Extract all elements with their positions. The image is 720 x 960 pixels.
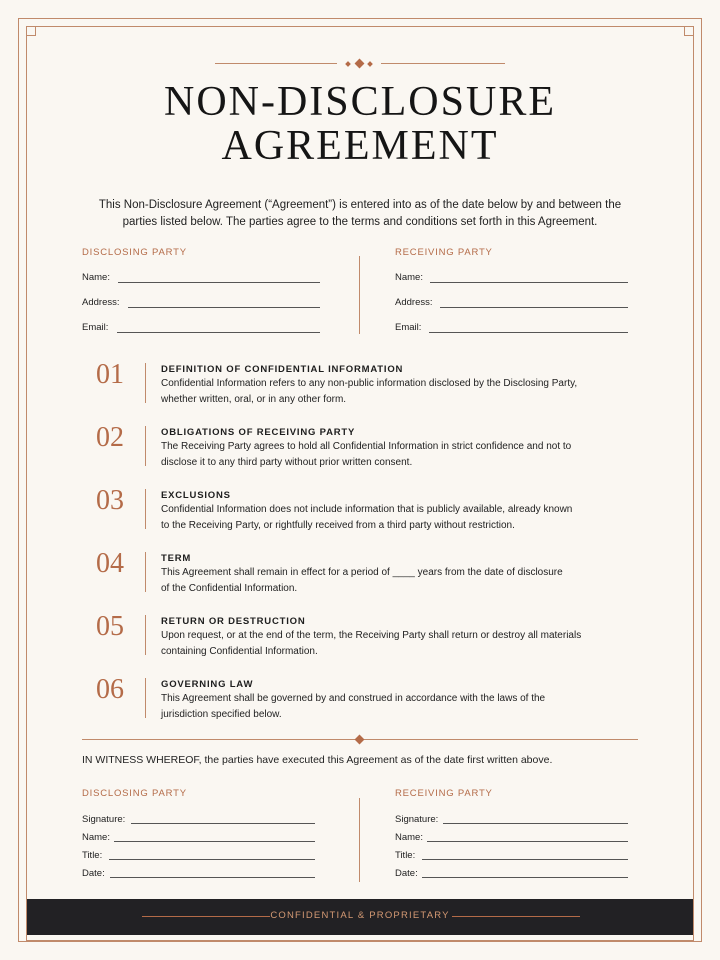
title-line-1: NON-DISCLOSURE [163,79,556,125]
clause-number: 01 [96,359,124,390]
disclosing-name-field[interactable] [118,282,320,283]
sig-disclosing-title-label: Title: [82,850,103,861]
clause-heading: GOVERNING LAW [161,679,254,690]
disclosing-email-label: Email: [82,322,109,333]
clause-body [161,376,621,408]
clause-number: 03 [96,485,124,516]
clause-divider [145,552,146,592]
corner-ornament-top-right [684,26,694,36]
sig-receiving-signature-label: Signature: [395,814,439,825]
clause-line: This Agreement shall remain in effect for a period of ____ years from the date of disclosure [161,567,563,578]
sig-receiving-date-label: Date: [395,868,418,879]
title-ornament [215,58,505,70]
sig-disclosing-signature-label: Signature: [82,814,126,825]
clause-heading: EXCLUSIONS [161,490,231,501]
sig-disclosing-name-field[interactable] [114,841,315,842]
clause-number: 04 [96,548,124,579]
disclosing-name-label: Name: [82,272,110,283]
clause-body [161,628,621,660]
clause-divider [145,489,146,529]
footer-bar [27,899,693,935]
clause-line: whether written, oral, or in any other form. [161,394,347,405]
clause-body [161,565,621,597]
clause-line: Upon request, or at the end of the term, the Receiving Party shall return or destroy all materials [161,630,582,641]
sig-disclosing-title-field[interactable] [109,859,315,860]
sig-receiving-heading: RECEIVING PARTY [395,788,493,799]
clause-divider [145,426,146,466]
clause-number: 02 [96,422,124,453]
sig-receiving-title-field[interactable] [422,859,628,860]
clause-heading: OBLIGATIONS OF RECEIVING PARTY [161,427,356,438]
clause-line: containing Confidential Information. [161,646,318,657]
sig-receiving-signature-field[interactable] [443,823,628,824]
clause-line: to the Receiving Party, or rightfully received from a third party without restriction. [161,520,515,531]
clause-body [161,691,621,723]
clause-heading: RETURN OR DESTRUCTION [161,616,306,627]
intro-line-1: This Non-Disclosure Agreement (“Agreement”) is entered into as of the date below by and between the [98,199,622,211]
party-divider [359,256,360,334]
sig-receiving-date-field[interactable] [422,877,628,878]
document-title [0,80,720,168]
clause-heading: DEFINITION OF CONFIDENTIAL INFORMATION [161,364,404,375]
clause-heading: TERM [161,553,192,564]
clause-body [161,439,621,471]
clause-line: This Agreement shall be governed by and construed in accordance with the laws of the [161,693,546,704]
title-line-2: AGREEMENT [221,123,499,169]
signature-divider [359,798,360,882]
witness-statement: IN WITNESS WHEREOF, the parties have executed this Agreement as of the date first written above. [82,754,553,766]
disclosing-email-field[interactable] [117,332,320,333]
intro-paragraph [90,197,630,231]
intro-line-2: parties listed below. The parties agree to the terms and conditions set forth in this Agreement. [122,216,598,228]
corner-ornament-top-left [26,26,36,36]
clause-line: Confidential Information refers to any non-public information disclosed by the Disclosing Party, [161,378,578,389]
receiving-name-label: Name: [395,272,423,283]
receiving-name-field[interactable] [430,282,628,283]
clause-line: of the Confidential Information. [161,583,298,594]
receiving-email-label: Email: [395,322,422,333]
clause-line: The Receiving Party agrees to hold all Confidential Information in strict confidence and not to [161,441,572,452]
disclosing-party-heading: DISCLOSING PARTY [82,247,187,258]
receiving-email-field[interactable] [429,332,628,333]
receiving-address-label: Address: [395,297,433,308]
footer-line-right [452,916,580,917]
sig-disclosing-date-label: Date: [82,868,105,879]
clause-number: 06 [96,674,124,705]
disclosing-address-label: Address: [82,297,120,308]
clause-line: jurisdiction specified below. [161,709,282,720]
sig-disclosing-date-field[interactable] [110,877,315,878]
disclosing-address-field[interactable] [128,307,320,308]
sig-receiving-name-field[interactable] [427,841,628,842]
clause-body [161,502,621,534]
footer-text: CONFIDENTIAL & PROPRIETARY [270,910,450,921]
sig-disclosing-heading: DISCLOSING PARTY [82,788,187,799]
clause-line: Confidential Information does not include information that is publicly available, already known [161,504,573,515]
clause-divider [145,615,146,655]
sig-receiving-title-label: Title: [395,850,416,861]
sig-receiving-name-label: Name: [395,832,423,843]
receiving-party-heading: RECEIVING PARTY [395,247,493,258]
clause-divider [145,678,146,718]
sig-disclosing-name-label: Name: [82,832,110,843]
clause-line: disclose it to any third party without prior written consent. [161,457,413,468]
sig-disclosing-signature-field[interactable] [131,823,315,824]
clause-number: 05 [96,611,124,642]
receiving-address-field[interactable] [440,307,628,308]
clause-divider [145,363,146,403]
